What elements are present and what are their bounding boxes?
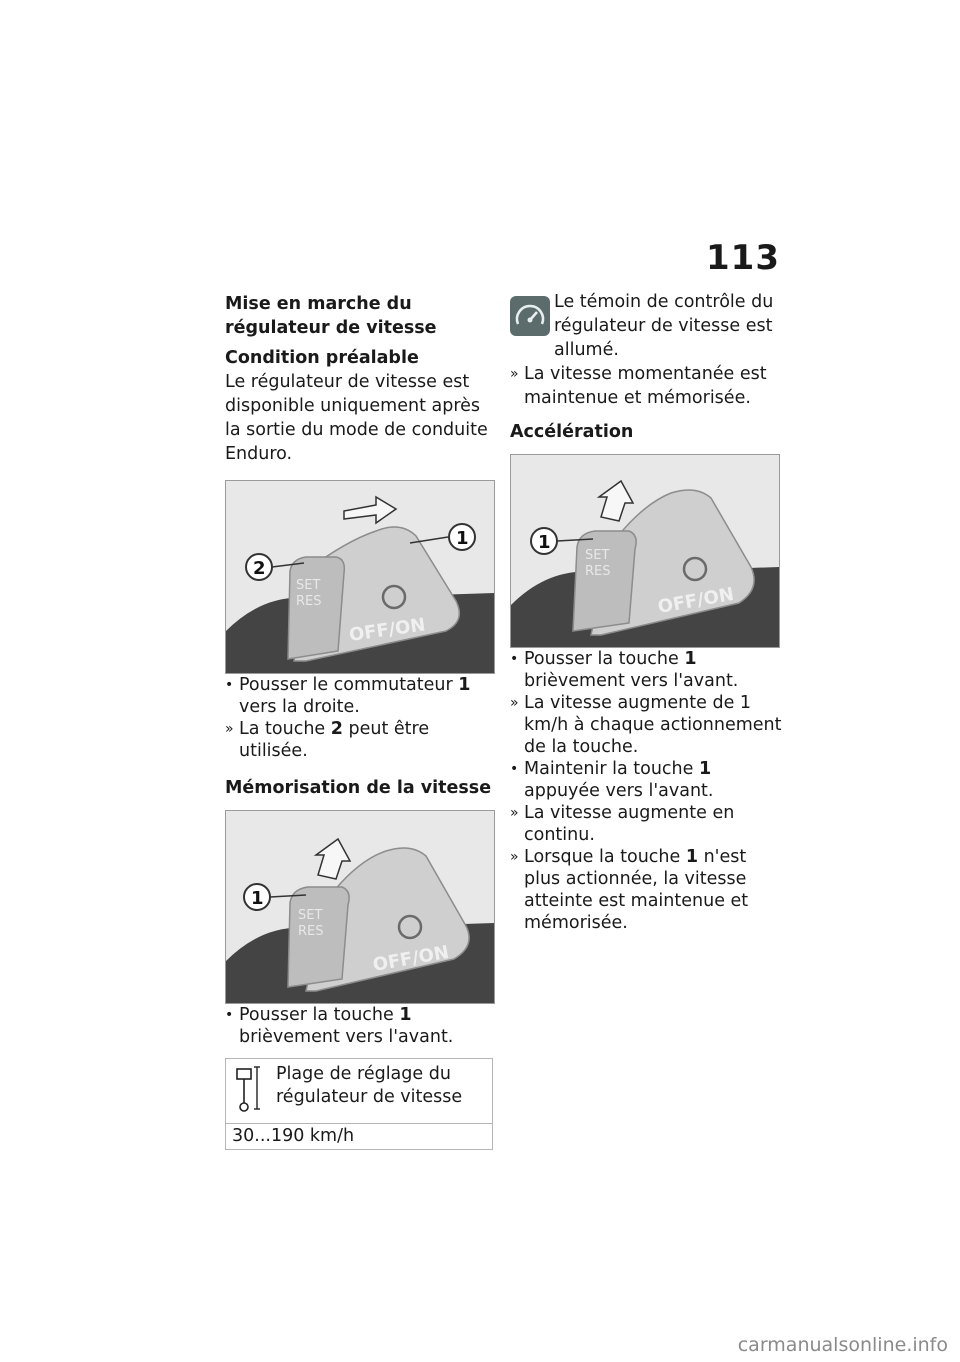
right-column — [510, 292, 782, 934]
figure-illustration — [511, 455, 779, 647]
engine-piston-icon — [232, 1063, 262, 1113]
heading-acceleration: Accélération — [510, 422, 634, 442]
callout-1: 1 — [456, 528, 469, 549]
list-item: » Lorsque la touche 1 n'est plus actionnée, la vitesse atteinte est maintenue et mémorisée. — [510, 847, 749, 933]
bullet: • — [510, 761, 519, 777]
figure-acceleration — [510, 454, 780, 648]
steps-list-3 — [510, 648, 782, 934]
switch-text: OFF/ON — [371, 941, 451, 976]
key-text-res: RES — [298, 924, 324, 939]
list-item: » La vitesse augmente de 1 km/h à chaque actionnement de la touche. — [510, 693, 782, 757]
key-text-set: SET — [296, 578, 321, 593]
callout-1: 1 — [538, 532, 551, 553]
cruise-control-lamp-icon — [510, 296, 550, 336]
spec-title: Plage de réglage du régulateur de vitesse — [276, 1064, 463, 1107]
key-text-res: RES — [296, 594, 322, 609]
bullet: • — [225, 1007, 234, 1023]
spec-box — [225, 1058, 493, 1150]
heading-memorisation: Mémorisation de la vitesse — [225, 778, 492, 798]
key-text-set: SET — [585, 548, 610, 563]
figure-set-button — [225, 810, 495, 1004]
page-number: 113 — [706, 238, 780, 278]
list-item: • Pousser la touche 1 brièvement vers l'avant. — [510, 649, 739, 691]
list-item: • Maintenir la touche 1 appuyée vers l'avant. — [510, 759, 714, 801]
list-item: » La touche 2 peut être utilisée. — [225, 719, 430, 761]
spec-header — [226, 1059, 492, 1124]
figure-illustration — [226, 481, 494, 673]
key-text-set: SET — [298, 908, 323, 923]
list-item: » La vitesse momentanée est maintenue et mémorisée. — [510, 364, 767, 408]
left-column — [225, 292, 497, 1150]
result-marker: » — [510, 366, 519, 382]
subheading-precondition: Condition préalable — [225, 348, 419, 368]
steps-list-2 — [225, 1004, 497, 1048]
result-marker: » — [510, 849, 519, 865]
spec-value: 30...190 km/h — [232, 1126, 355, 1146]
callout-1: 1 — [251, 888, 264, 909]
switch-text: OFF/ON — [656, 583, 736, 618]
switch-text: OFF/ON — [347, 614, 427, 646]
result-list — [510, 362, 782, 410]
list-item: • Pousser le commutateur 1 vers la droite. — [225, 675, 471, 717]
key-text-res: RES — [585, 564, 611, 579]
bullet: • — [510, 651, 519, 667]
indicator-text: Le témoin de contrôle du régulateur de vitesse est allumé. — [554, 292, 774, 360]
result-marker: » — [510, 695, 519, 711]
figure-illustration — [226, 811, 494, 1003]
steps-list-1 — [225, 674, 497, 762]
indicator-note — [510, 292, 782, 362]
list-item: • Pousser la touche 1 brièvement vers l'avant. — [225, 1005, 454, 1047]
figure-switch-right — [225, 480, 495, 674]
callout-2: 2 — [253, 558, 266, 579]
list-item: » La vitesse augmente en continu. — [510, 803, 735, 845]
section-heading: Mise en marche du régulateur de vitesse — [225, 294, 437, 338]
bullet: • — [225, 677, 234, 693]
intro-text: Le régulateur de vitesse est disponible uniquement après la sortie du mode de conduite Enduro. — [225, 372, 488, 464]
result-marker: » — [510, 805, 519, 821]
result-marker: » — [225, 721, 234, 737]
watermark: carmanualsonline.info — [737, 1334, 948, 1356]
